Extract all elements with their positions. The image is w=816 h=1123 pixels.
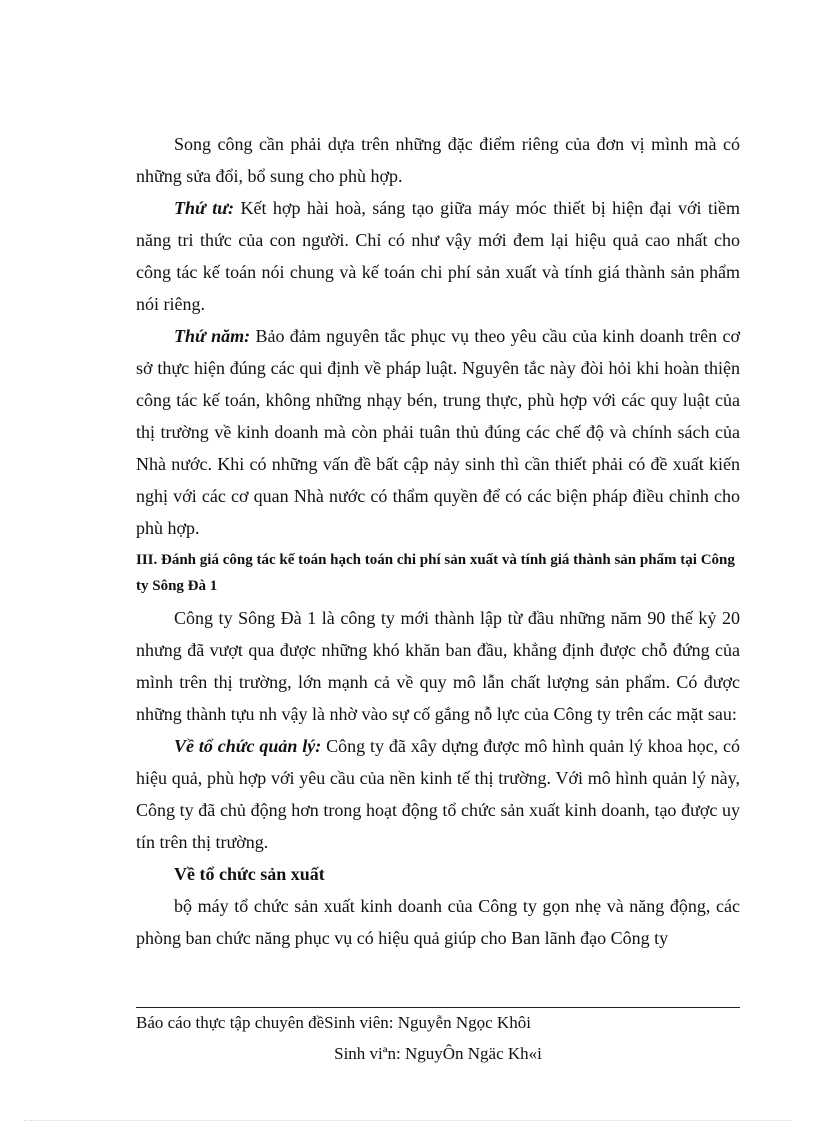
production-heading-text: Về tổ chức sản xuất bbox=[174, 864, 325, 884]
paragraph-thu-tu-text: Kết hợp hài hoà, sáng tạo giữa máy móc thiết bị hiện đại với tiềm năng tri thức của con người. Chỉ có như vậy mới đem lại hiệu quả cao nhất cho công tác kế toán nói chung và kế toán chi phí sản xuất và tính giá thành sản phẩm nói riêng. bbox=[136, 198, 740, 314]
section-heading-iii: III. Đánh giá công tác kế toán hạch toán chi phí sản xuất và tính giá thành sản phẩm tại Công ty Sông Đà 1 bbox=[136, 552, 735, 594]
footer-rule bbox=[136, 1007, 740, 1008]
paragraph-management bbox=[136, 730, 740, 858]
document-body bbox=[136, 128, 740, 954]
paragraph-thu-nam-lead: Thứ năm: bbox=[174, 326, 251, 346]
paragraph-production-heading bbox=[136, 858, 740, 890]
paragraph-thu-tu-lead: Thứ tư: bbox=[174, 198, 235, 218]
paragraph-production: bộ máy tổ chức sản xuất kinh doanh của Công ty gọn nhẹ và năng động, các phòng ban chức năng phục vụ có hiệu quả giúp cho Ban lãnh đạo Công ty bbox=[136, 896, 740, 948]
footer-report-title: Báo cáo thực tập chuyên đềSinh viên: Nguyễn Ngọc Khôi bbox=[136, 1013, 531, 1032]
paragraph-thu-tu bbox=[136, 192, 740, 320]
footer-student-name: Sinh viªn: NguyÔn Ngäc Kh«i bbox=[334, 1044, 542, 1063]
paragraph-thu-nam bbox=[136, 320, 740, 544]
paragraph-company-intro: Công ty Sông Đà 1 là công ty mới thành lập từ đầu những năm 90 thế kỷ 20 nhưng đã vượt qua được những khó khăn ban đầu, khẳng định được chỗ đứng của mình trên thị trường, lớn mạnh cả về quy mô lẫn chất lượng sản phẩm. Có được những thành tựu nh vậy là nhờ vào sự cố gắng nỗ lực của Công ty trên các mặt sau: bbox=[136, 608, 740, 724]
page-bottom-divider bbox=[24, 1120, 792, 1121]
paragraph-management-text: Công ty đã xây dựng được mô hình quản lý khoa học, có hiệu quả, phù hợp với yêu cầu của nền kinh tế thị trường. Với mô hình quản lý này, Công ty đã chủ động hơn trong hoạt động tổ chức sản xuất kinh doanh, tạo được uy tín trên thị trường. bbox=[136, 736, 740, 852]
paragraph-thu-nam-text: Bảo đảm nguyên tắc phục vụ theo yêu cầu của kinh doanh trên cơ sở thực hiện đúng các qui định về pháp luật. Nguyên tắc này đòi hỏi khi hoàn thiện công tác kế toán, không những nhạy bén, trung thực, phù hợp với các quy luật của thị trường về kinh doanh mà còn phải tuân thủ đúng các chế độ và chính sách của Nhà nước. Khi có những vấn đề bất cập nảy sinh thì cần thiết phải có đề xuất kiến nghị với các cơ quan Nhà nước có thẩm quyền để có các biện pháp điều chỉnh cho phù hợp. bbox=[136, 326, 740, 538]
paragraph-1: Song công cần phải dựa trên những đặc điểm riêng của đơn vị mình mà có những sửa đổi, bổ sung cho phù hợp. bbox=[136, 134, 740, 186]
paragraph-management-lead: Về tổ chức quản lý: bbox=[174, 736, 322, 756]
